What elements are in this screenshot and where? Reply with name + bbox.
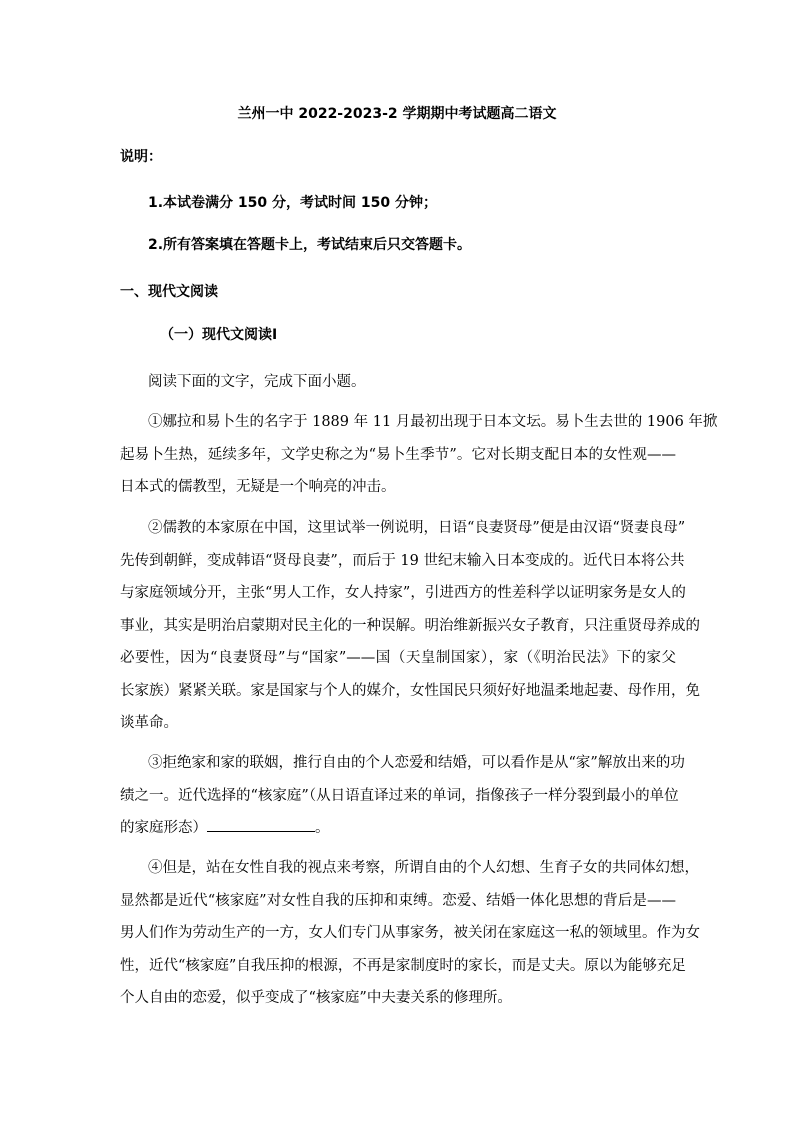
- section-heading: 一、现代文阅读: [120, 284, 218, 300]
- paragraph-line: ③拒绝家和家的联姻，推行自由的个人恋爱和结婚，可以看作是从“家”解放出来的功: [148, 755, 685, 771]
- instruction-2: 2.所有答案填在答题卡上，考试结束后只交答题卡。: [148, 237, 472, 253]
- paragraph-line: 日本式的儒教型，无疑是一个响亮的冲击。: [120, 479, 396, 495]
- paragraph-line: [120, 812, 676, 845]
- note-label: 说明：: [120, 149, 162, 165]
- paragraph-line-end: 。: [315, 820, 330, 836]
- paragraph-line: 起易卜生热，延续多年，文学史称之为“易卜生季节”。它对长期支配日本的女性观——: [120, 446, 676, 463]
- paragraph-line: 绩之一。近代选择的“核家庭”（从日语直译过来的单词，指像孩子一样分裂到最小的单位: [120, 787, 679, 804]
- paragraph-line: 显然都是近代“核家庭”对女性自我的压抑和束缚。恋爱、结婚一体化思想的背后是——: [120, 892, 676, 909]
- paragraph-line: 长家族）紧紧关联。家是国家与个人的媒介，女性国民只须好好地温柔地起妻、母作用，免: [120, 682, 700, 699]
- paragraph-1: [120, 406, 718, 504]
- paragraph-2: [120, 512, 700, 740]
- paragraph-line: ④但是，站在女性自我的视点来考察，所谓自由的个人幻想、生育子女的共同体幻想，: [148, 860, 699, 876]
- reading-directions: 阅读下面的文字，完成下面小题。: [148, 374, 366, 390]
- paragraph-line: 个人自由的恋爱，似乎变成了“核家庭”中夫妻关系的修理所。: [120, 990, 512, 1006]
- paragraph-line: ②儒教的本家原在中国，这里试举一例说明，日语“良妻贤母”便是由汉语“贤妻良母”: [148, 520, 686, 536]
- paragraph-line: 性，近代“核家庭”自我压抑的根源，不再是家制度时的家长，而是丈夫。原以为能够充足: [120, 957, 686, 974]
- paragraph-line: 谈革命。: [120, 715, 178, 731]
- paragraph-3: [120, 747, 685, 845]
- paragraph-line: 事业，其实是明治启蒙期对民主化的一种误解。明治维新振兴女子教育，只注重贤母养成的: [120, 617, 700, 634]
- answer-blank: [207, 817, 315, 832]
- exam-title: 兰州一中 2022-2023-2 学期期中考试题高二语文: [237, 106, 557, 122]
- paragraph-line: ①娜拉和易卜生的名字于 1889 年 11 月最初出现于日本文坛。易卜生去世的 1906 年掀: [148, 414, 718, 430]
- subsection-heading: （一）现代文阅读Ⅰ: [160, 327, 278, 343]
- paragraph-line-start: 的家庭形态）: [120, 820, 207, 836]
- paragraph-line: 与家庭领域分开，主张“男人工作，女人持家”，引进西方的性差科学以证明家务是女人的: [120, 585, 686, 601]
- instruction-1: 1.本试卷满分 150 分，考试时间 150 分钟；: [148, 195, 438, 211]
- paragraph-line: 男人们作为劳动生产的一方，女人们专门从事家务，被关闭在家庭这一私的领域里。作为女: [120, 925, 700, 941]
- paragraph-line: 先传到朝鲜，变成韩语“贤母良妻”，而后于 19 世纪末输入日本变成的。近代日本将公共: [120, 552, 685, 569]
- paragraph-line: 必要性，因为“良妻贤母”与“国家”——国（天皇制国家），家（《明治民法》下的家父: [120, 650, 676, 666]
- paragraph-4: [120, 852, 700, 1015]
